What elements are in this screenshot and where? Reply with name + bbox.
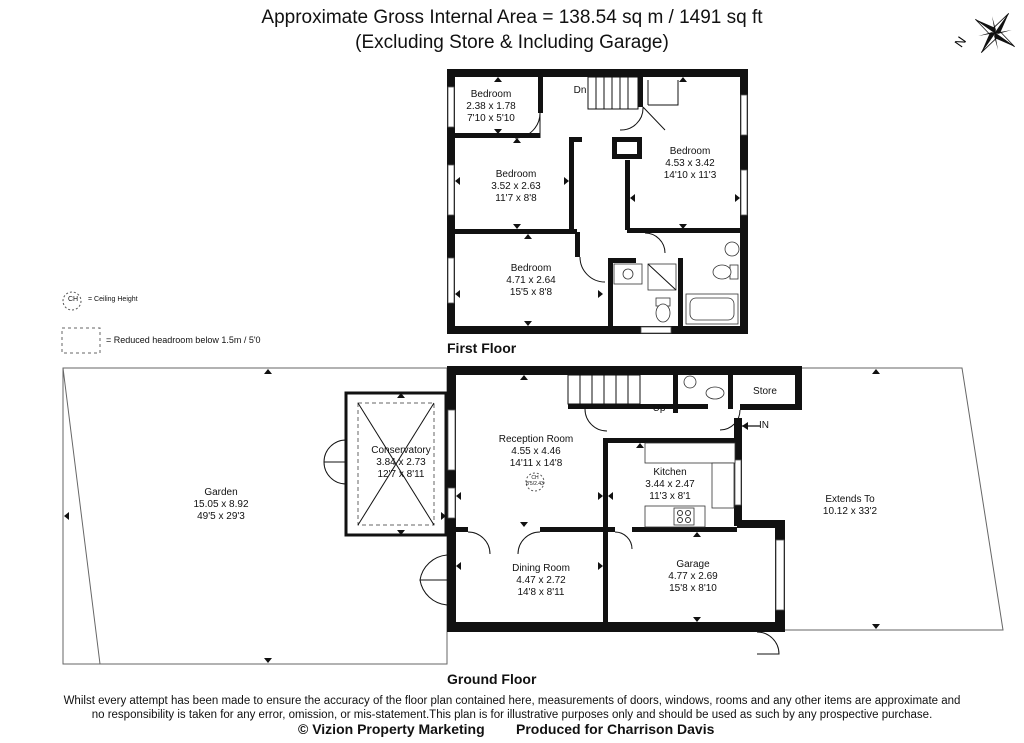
disclaimer-line-1: Whilst every attempt has been made to ensure the accuracy of the floor plan contained here, measurements of doors, windows, rooms and any other items are approximate and <box>63 695 961 707</box>
room-label-reception-room: Reception Room 4.55 x 4.46 14'11 x 14'8 <box>498 434 574 469</box>
ground-floor-plan <box>324 366 802 654</box>
compass-rose-icon <box>962 0 1024 66</box>
room-label-garage: Garage 4.77 x 2.69 15'8 x 8'10 <box>668 559 718 594</box>
first-floor-title: First Floor <box>447 340 517 356</box>
stairs-up-label: Up <box>652 403 666 414</box>
area-subtitle: (Excluding Store & Including Garage) <box>355 32 669 53</box>
ceiling-height-legend-text: = Ceiling Height <box>88 296 138 303</box>
room-label-bedroom-rear: Bedroom 4.71 x 2.64 15'5 x 8'8 <box>506 263 556 298</box>
room-label-garden: Garden 15.05 x 8.92 49'5 x 29'3 <box>193 487 249 522</box>
area-title: Approximate Gross Internal Area = 138.54 sq m / 1491 sq ft <box>261 7 763 28</box>
room-label-bedroom-small: Bedroom 2.38 x 1.78 7'10 x 5'10 <box>466 89 516 124</box>
room-label-extends-to: Extends To 10.12 x 33'2 <box>822 494 878 517</box>
room-label-bedroom-large: Bedroom 4.53 x 3.42 14'10 x 11'3 <box>663 146 717 181</box>
room-label-conservatory: Conservatory 3.84 x 2.73 12'7 x 8'11 <box>371 445 431 480</box>
reduced-headroom-legend-text: = Reduced headroom below 1.5m / 5'0 <box>106 335 261 345</box>
stairs-down-label: Dn <box>573 85 587 96</box>
agent-credit: Produced for Charrison Davis <box>516 721 715 737</box>
compass-north-label: N <box>951 33 970 51</box>
room-label-kitchen: Kitchen 3.44 x 2.47 11'3 x 8'1 <box>645 467 695 502</box>
disclaimer-line-2: no responsibility is taken for any error, omission, or mis-statement.This plan is for illustrative purposes only and should be used as such by any prospective purchase. <box>91 709 933 721</box>
ground-floor-title: Ground Floor <box>447 671 537 687</box>
entrance-label: IN <box>759 420 769 431</box>
room-label-bedroom-middle: Bedroom 3.52 x 2.63 11'7 x 8'8 <box>491 169 541 204</box>
room-label-store: Store <box>753 386 777 397</box>
marketing-credit: © Vizion Property Marketing <box>298 721 485 737</box>
ceiling-height-marker: CH 8'5/2.43 <box>526 475 544 487</box>
reduced-headroom-legend-icon <box>62 328 100 353</box>
room-label-dining-room: Dining Room 4.47 x 2.72 14'8 x 8'11 <box>512 563 570 598</box>
extends-to-outline <box>783 368 1003 630</box>
ceiling-height-legend-symbol: CH <box>68 296 79 303</box>
